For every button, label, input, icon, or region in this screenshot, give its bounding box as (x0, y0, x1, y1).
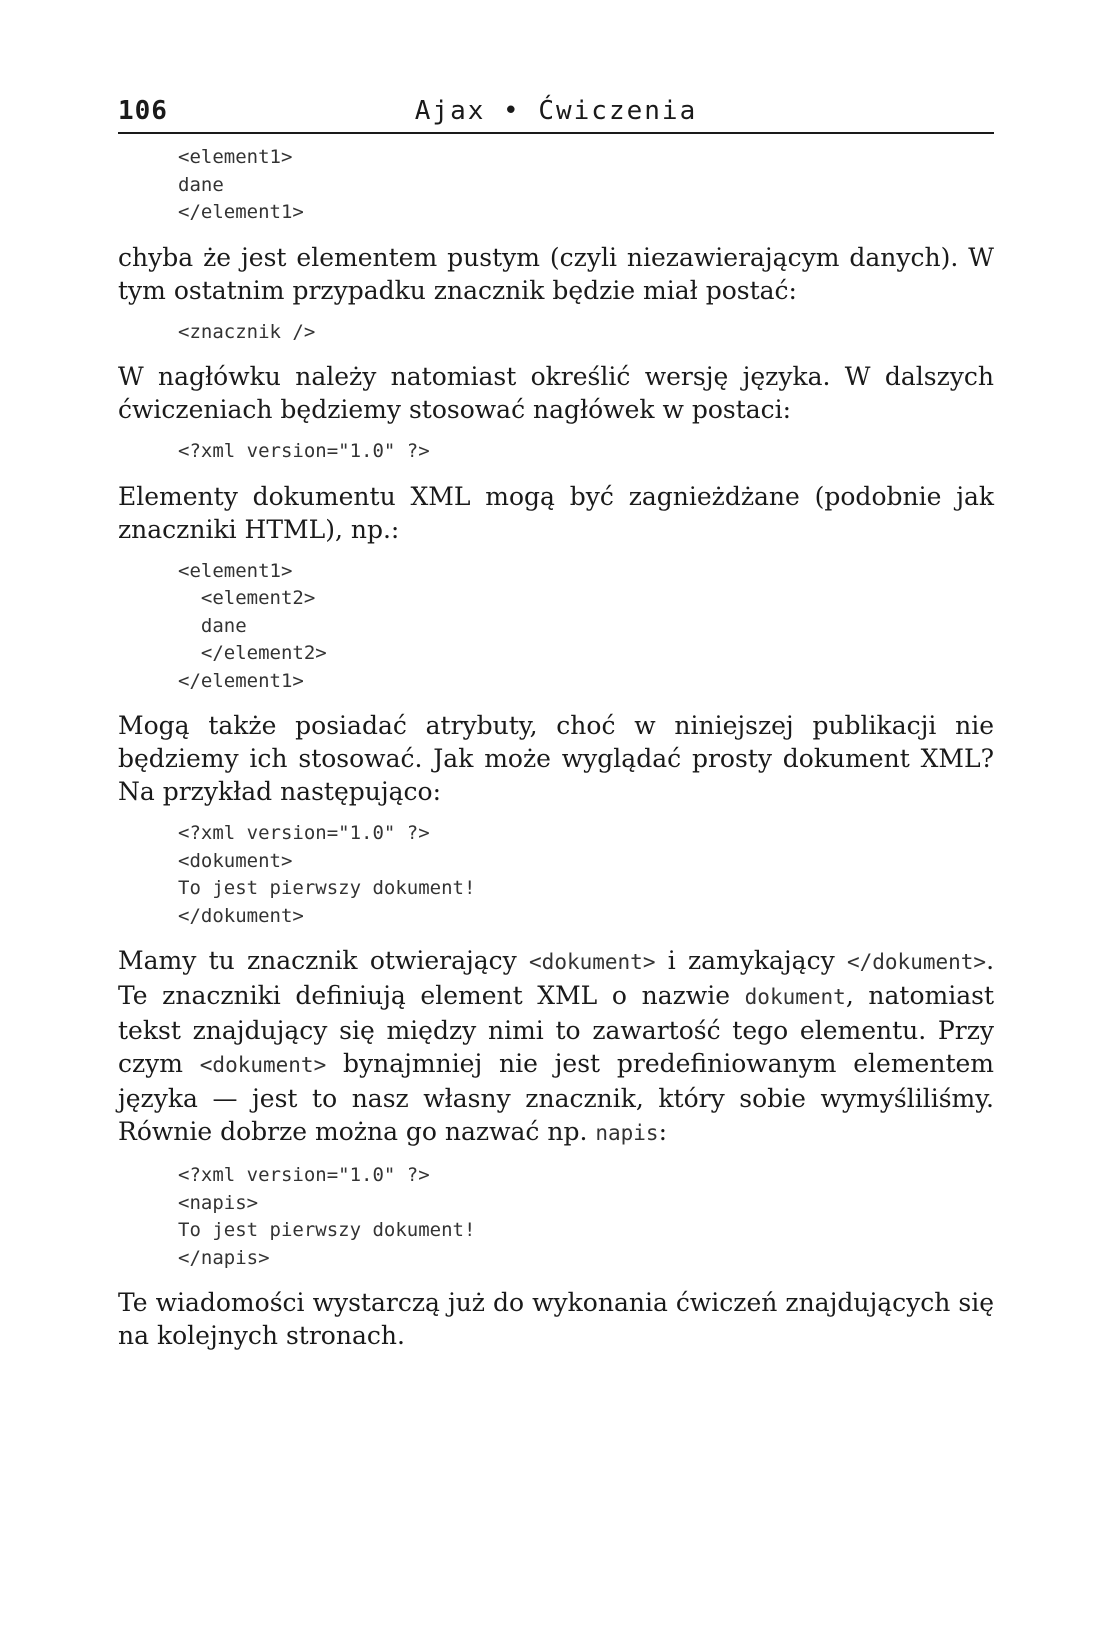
text-segment: Mamy tu znacznik otwierający (118, 946, 530, 975)
text-segment: . Te znaczniki definiują element XML o nazwie (118, 946, 995, 1010)
inline-code-element-name: dokument (744, 985, 846, 1009)
code-block-xml-declaration: <?xml version="1.0" ?> (178, 440, 430, 462)
paragraph-empty-element: chyba że jest elementem pustym (czyli niezawierającym danych). W tym ostatnim przypadku znacznik będzie miał postać: (118, 242, 994, 305)
text-segment: i zamykający (655, 946, 847, 975)
text-segment: , natomiast tekst znajdujący się między nimi to zawartość tego elementu. Przy czym (118, 981, 994, 1078)
code-block-empty-tag: <znacznik /> (178, 320, 316, 343)
page-content (118, 144, 994, 1352)
code-block-nested-elements: <element1> <element2> dane </element2> </element1> (178, 559, 327, 692)
inline-code-napis: napis (595, 1121, 659, 1145)
paragraph-header-version: W nagłówku należy natomiast określić wersję języka. W dalszych ćwiczeniach będziemy stosować nagłówek w postaci: (118, 362, 994, 424)
code-block-dokument-example: <?xml version="1.0" ?> <dokument> To jest pierwszy dokument! </dokument> (178, 822, 476, 927)
paragraph-nesting: Elementy dokumentu XML mogą być zagnieżdżane (podobnie jak znaczniki HTML), np.: (118, 481, 994, 544)
inline-code-close-tag: </dokument> (846, 950, 987, 974)
running-title: Ajax • Ćwiczenia (414, 96, 698, 126)
text-segment: bynajmniej nie jest predefiniowanym elementem języka — jest to nasz własny znacznik, który sobie wymyśliliśmy. Równie dobrze można go nazwać np. (118, 1049, 994, 1146)
text-segment: : (658, 1117, 667, 1146)
page-header (118, 92, 994, 134)
paragraph-closing: Te wiadomości wystarczą już do wykonania ćwiczeń znajdujących się na kolejnych stronach. (118, 1288, 994, 1350)
code-block-element1: <element1> dane </element1> (178, 146, 304, 223)
page-number: 106 (118, 96, 168, 126)
book-page (118, 92, 994, 1352)
paragraph-attributes: Mogą także posiadać atrybuty, choć w niniejszej publikacji nie będziemy ich stosować. Jak może wyglądać prosty dokument XML? Na przykład następująco: (118, 711, 994, 806)
inline-code-open-tag: <dokument> (199, 1053, 327, 1077)
code-block-napis-example: <?xml version="1.0" ?> <napis> To jest pierwszy dokument! </napis> (178, 1164, 476, 1269)
inline-code-open-tag: <dokument> (529, 950, 656, 974)
paragraph-tags-explanation (118, 944, 994, 1150)
